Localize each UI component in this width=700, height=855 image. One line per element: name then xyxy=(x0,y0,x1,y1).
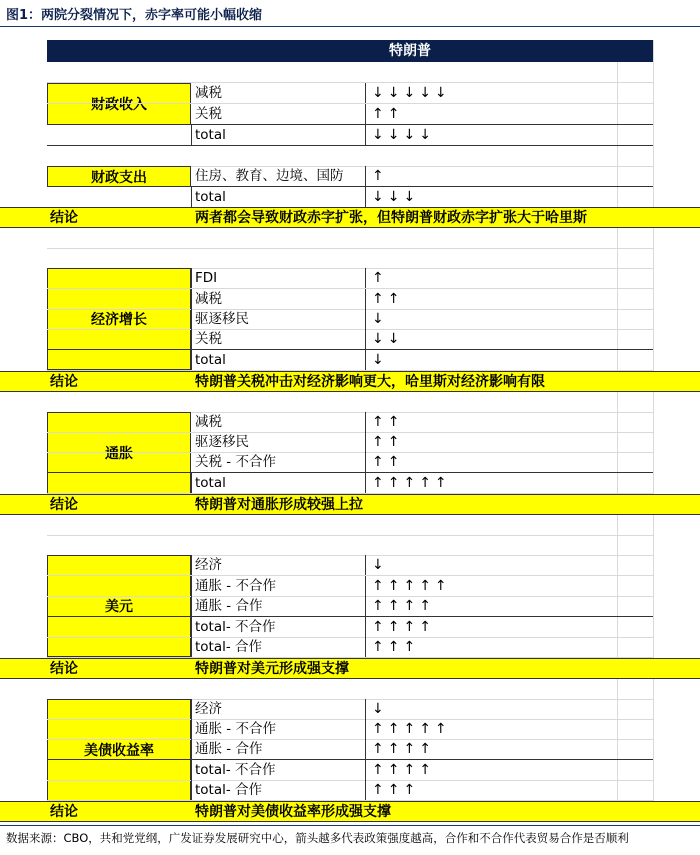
conclusion-text: 特朗普对美元形成强支撑 xyxy=(195,661,349,677)
category-cell: 美债收益率 xyxy=(47,699,191,801)
item-cell: total- 合作 xyxy=(195,782,263,798)
value-cell: ↑↑ xyxy=(372,414,404,430)
conclusion-label: 结论 xyxy=(50,804,78,820)
value-cell: ↓ xyxy=(372,352,388,368)
table-row xyxy=(47,350,653,371)
conclusion-text: 特朗普对通胀形成较强上拉 xyxy=(195,497,363,513)
table-row xyxy=(47,452,653,473)
conclusion-label: 结论 xyxy=(50,374,78,390)
category-cell: 财政支出 xyxy=(47,166,191,187)
value-cell: ↑↑↑↑ xyxy=(372,619,435,635)
table-row xyxy=(47,576,653,597)
value-cell: ↑↑↑ xyxy=(372,639,420,655)
item-cell: total- 合作 xyxy=(195,639,263,655)
header-spacer-row xyxy=(47,62,653,83)
item-cell: total xyxy=(195,475,226,491)
table-header xyxy=(47,40,653,62)
spacer-row xyxy=(47,146,653,167)
value-cell: ↑↑↑↑ xyxy=(372,741,435,757)
item-cell: total- 不合作 xyxy=(195,762,276,778)
value-cell: ↑ xyxy=(372,168,388,184)
item-cell: 通胀 - 不合作 xyxy=(195,578,276,594)
table-row xyxy=(47,432,653,453)
spacer-row xyxy=(47,248,653,269)
item-cell: total xyxy=(195,189,226,205)
value-cell: ↑↑↑↑↑ xyxy=(372,475,451,491)
table-row xyxy=(47,289,653,310)
value-cell: ↑ xyxy=(372,270,388,286)
category-cell: 财政收入 xyxy=(47,83,191,125)
conclusion-row xyxy=(0,801,700,822)
value-cell: ↑↑↑↑ xyxy=(372,598,435,614)
item-cell: 驱逐移民 xyxy=(195,311,249,327)
value-cell: ↑↑ xyxy=(372,454,404,470)
conclusion-label: 结论 xyxy=(50,497,78,513)
table-row xyxy=(47,329,653,350)
value-cell: ↓ xyxy=(372,701,388,717)
item-cell: 经济 xyxy=(195,701,222,717)
item-cell: 关税 xyxy=(195,331,222,347)
table-row xyxy=(47,699,653,720)
value-cell: ↑↑↑↑↑ xyxy=(372,578,451,594)
value-cell: ↑↑ xyxy=(372,106,404,122)
category-cell: 通胀 xyxy=(47,412,191,494)
table-row xyxy=(47,412,653,433)
item-cell: total xyxy=(195,127,226,143)
item-cell: total- 不合作 xyxy=(195,619,276,635)
table-row xyxy=(47,760,653,781)
table-row xyxy=(47,596,653,617)
item-cell: total xyxy=(195,352,226,368)
item-cell: 减税 xyxy=(195,414,222,430)
value-cell: ↑↑ xyxy=(372,434,404,450)
item-cell: 减税 xyxy=(195,85,222,101)
value-cell: ↓↓↓ xyxy=(372,189,420,205)
conclusion-text: 特朗普对美债收益率形成强支撑 xyxy=(195,804,391,820)
table-row xyxy=(47,617,653,638)
item-cell: FDI xyxy=(195,270,218,286)
figure-title: 图1：两院分裂情况下，赤字率可能小幅收缩 xyxy=(6,8,263,23)
table-row xyxy=(47,719,653,740)
table-row xyxy=(47,187,653,208)
bottom-rule xyxy=(0,825,700,826)
conclusion-row xyxy=(0,494,700,515)
table-row xyxy=(47,104,653,125)
table-row xyxy=(47,473,653,494)
value-cell: ↑↑ xyxy=(372,291,404,307)
conclusion-text: 特朗普关税冲击对经济影响更大，哈里斯对经济影响有限 xyxy=(195,374,545,390)
item-cell: 通胀 - 合作 xyxy=(195,598,263,614)
item-cell: 关税 xyxy=(195,106,222,122)
item-cell: 通胀 - 合作 xyxy=(195,741,263,757)
grid-line xyxy=(653,40,654,820)
spacer-row xyxy=(47,535,653,556)
table-row xyxy=(47,268,653,289)
spacer-row xyxy=(47,679,653,700)
value-cell: ↑↑↑ xyxy=(372,782,420,798)
conclusion-row xyxy=(0,371,700,392)
table-row xyxy=(47,739,653,760)
table-row xyxy=(47,309,653,330)
table-row xyxy=(47,780,653,801)
value-cell: ↑↑↑↑ xyxy=(372,762,435,778)
table-row xyxy=(47,555,653,576)
table-row xyxy=(47,166,653,187)
value-cell: ↓ xyxy=(372,557,388,573)
table-row xyxy=(47,125,653,146)
spacer-row xyxy=(47,392,653,413)
source-footnote: 数据来源：CBO，共和党党纲，广发证券发展研究中心，箭头越多代表政策强度越高，合作和不合作代表贸易合作是否顺利 xyxy=(6,831,629,845)
conclusion-row xyxy=(0,207,700,228)
top-rule xyxy=(0,26,700,27)
value-cell: ↓↓ xyxy=(372,331,404,347)
candidate-header: 特朗普 xyxy=(389,43,431,59)
item-cell: 驱逐移民 xyxy=(195,434,249,450)
category-cell: 经济增长 xyxy=(47,268,191,370)
value-cell: ↓↓↓↓↓ xyxy=(372,85,451,101)
conclusion-label: 结论 xyxy=(50,210,78,226)
table-row xyxy=(47,637,653,658)
conclusion-row xyxy=(0,658,700,679)
item-cell: 经济 xyxy=(195,557,222,573)
item-cell: 关税 - 不合作 xyxy=(195,454,276,470)
conclusion-label: 结论 xyxy=(50,661,78,677)
spacer-row xyxy=(47,515,653,536)
table-row xyxy=(47,83,653,104)
value-cell: ↓ xyxy=(372,311,388,327)
value-cell: ↓↓↓↓ xyxy=(372,127,435,143)
spacer-row xyxy=(47,228,653,249)
conclusion-text: 两者都会导致财政赤字扩张，但特朗普财政赤字扩张大于哈里斯 xyxy=(195,210,587,226)
item-cell: 减税 xyxy=(195,291,222,307)
value-cell: ↑↑↑↑↑ xyxy=(372,721,451,737)
item-cell: 通胀 - 不合作 xyxy=(195,721,276,737)
item-cell: 住房、教育、边境、国防 xyxy=(195,168,344,184)
category-cell: 美元 xyxy=(47,555,191,657)
